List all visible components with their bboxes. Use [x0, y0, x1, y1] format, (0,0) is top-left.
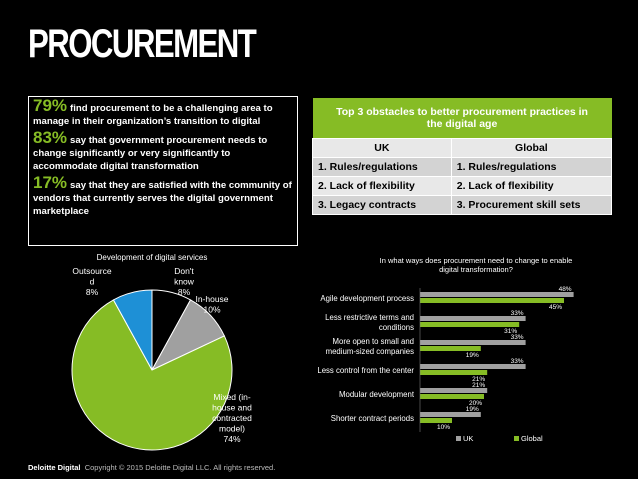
bar — [420, 292, 574, 297]
bar-value-label: 19% — [465, 352, 479, 359]
stat-text: say that government procurement needs to change significantly or very significantly to accommodate digital transformation — [33, 135, 268, 172]
bar-chart-title: In what ways does procurement need to change to enable digital transformation? — [379, 256, 573, 274]
table-cell: 3. Legacy contracts — [313, 196, 452, 215]
legend-label: Global — [521, 434, 543, 443]
pie-label: Mixed (in-house and contracted model) 74% — [212, 392, 252, 444]
stat-text: say that they are satisfied with the community of vendors that currently serves the digital government marketplace — [33, 180, 292, 217]
bar-value-label: 20% — [468, 400, 482, 407]
pie-title: Development of digital services — [96, 253, 208, 262]
table-cell: 1. Rules/regulations — [313, 158, 452, 177]
bar-chart — [296, 254, 632, 454]
stat-item — [33, 128, 293, 173]
table-cell: 1. Rules/regulations — [451, 158, 611, 177]
table-column-header: Global — [451, 139, 611, 158]
bar-value-label: 10% — [436, 424, 450, 431]
bar — [420, 370, 487, 375]
bar-value-label: 45% — [548, 304, 562, 311]
table-column-header: UK — [313, 139, 452, 158]
pie-label: Don't know 8% — [174, 266, 194, 297]
bar-value-label: 21% — [472, 376, 486, 383]
table-title: Top 3 obstacles to better procurement practices in the digital age — [313, 98, 612, 139]
category-label: Less control from the center — [317, 366, 414, 375]
bar-value-label: 21% — [472, 382, 486, 389]
bar-value-label: 48% — [558, 286, 572, 293]
legend-label: UK — [463, 434, 474, 443]
legend-swatch — [514, 436, 519, 441]
page-title: PROCUREMENT — [28, 22, 256, 66]
bar — [420, 322, 519, 327]
bar — [420, 298, 564, 303]
category-label: Less restrictive terms and conditions — [325, 313, 414, 332]
pie-label: In-house 10% — [195, 294, 229, 315]
category-label: Modular development — [339, 390, 414, 399]
bar-value-label: 33% — [510, 334, 524, 341]
bar-value-label: 19% — [465, 406, 479, 413]
bar — [420, 346, 481, 351]
stat-item — [33, 96, 293, 128]
stat-percent: 79% — [33, 96, 68, 115]
obstacles-table — [312, 98, 612, 215]
bar-value-label: 33% — [510, 358, 524, 365]
table-cell: 2. Lack of flexibility — [451, 177, 611, 196]
pie-chart — [62, 250, 322, 460]
table-cell: 3. Procurement skill sets — [451, 196, 611, 215]
category-label: Agile development process — [320, 294, 414, 303]
bar — [420, 418, 452, 423]
footer-copyright: Copyright © 2015 Deloitte Digital LLC. All rights reserved. — [84, 463, 276, 472]
footer-brand: Deloitte Digital — [28, 463, 81, 472]
legend-swatch — [456, 436, 461, 441]
footer — [28, 463, 275, 472]
stat-text: find procurement to be a challenging area to manage in their organization’s transition to digital — [33, 103, 273, 127]
stats-box — [28, 96, 298, 246]
stat-item — [33, 173, 293, 218]
bar — [420, 394, 484, 399]
stat-percent: 83% — [33, 128, 68, 147]
bar-value-label: 31% — [504, 328, 518, 335]
category-label: Shorter contract periods — [330, 414, 414, 423]
table-cell: 2. Lack of flexibility — [313, 177, 452, 196]
category-label: More open to small and medium-sized companies — [325, 337, 414, 356]
stat-percent: 17% — [33, 173, 68, 192]
bar-value-label: 33% — [510, 310, 524, 317]
pie-label: Outsource d 8% — [72, 266, 112, 297]
